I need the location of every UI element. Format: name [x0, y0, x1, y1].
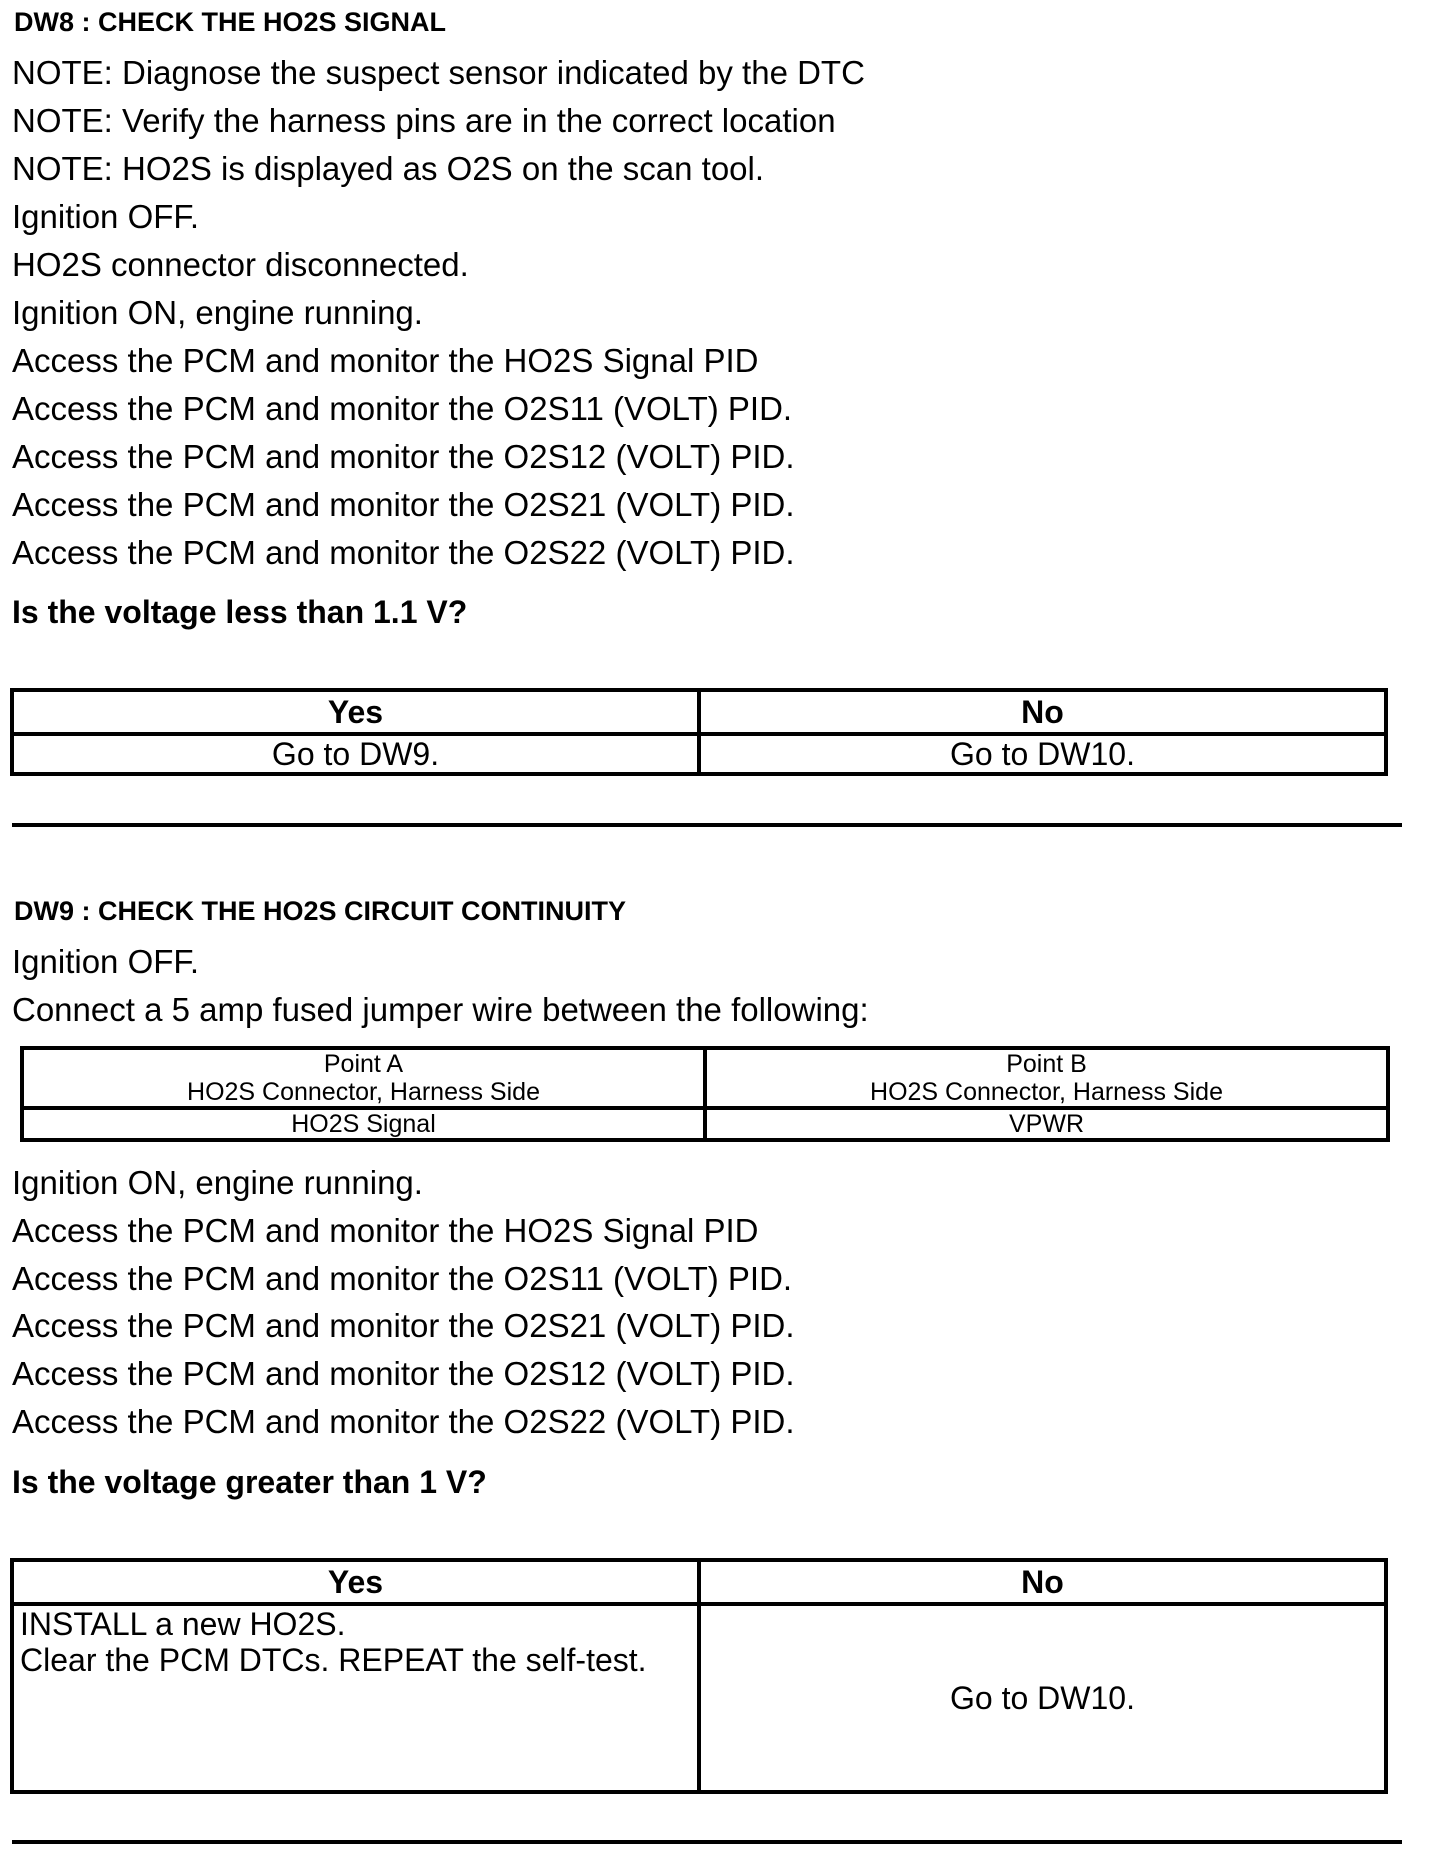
dw8-note-o2s: NOTE: HO2S is displayed as O2S on the scan tool. [12, 150, 765, 187]
dw9-jumper-table [20, 1046, 1390, 1142]
dw9-step-connect-jumper: Connect a 5 amp fused jumper wire between the following: [12, 991, 869, 1028]
dw8-answer-table [10, 688, 1388, 776]
dw9-point-a-value: HO2S Signal [22, 1108, 705, 1140]
bottom-divider [12, 1840, 1402, 1844]
dw9-yes-install: INSTALL a new HO2S. [20, 1606, 346, 1642]
dw8-note-harness: NOTE: Verify the harness pins are in the correct location [12, 102, 836, 139]
dw9-answer-table [10, 1558, 1388, 1794]
dw8-step-disconnect: HO2S connector disconnected. [12, 246, 469, 283]
dw9-step-monitor-o2s21: Access the PCM and monitor the O2S21 (VOLT) PID. [12, 1307, 795, 1344]
dw8-title: DW8 : CHECK THE HO2S SIGNAL [14, 7, 447, 37]
dw9-title: DW9 : CHECK THE HO2S CIRCUIT CONTINUITY [14, 896, 627, 926]
dw9-question: Is the voltage greater than 1 V? [12, 1464, 487, 1500]
section-divider [12, 823, 1402, 827]
dw9-step-monitor-o2s12: Access the PCM and monitor the O2S12 (VOLT) PID. [12, 1355, 795, 1392]
dw9-step-monitor-o2s22: Access the PCM and monitor the O2S22 (VOLT) PID. [12, 1403, 795, 1440]
dw8-question: Is the voltage less than 1.1 V? [12, 594, 468, 630]
dw8-step-ignition-on: Ignition ON, engine running. [12, 294, 423, 331]
dw8-yes-header: Yes [12, 690, 699, 734]
dw8-no-header: No [699, 690, 1386, 734]
dw9-point-b-header [705, 1048, 1388, 1108]
dw8-step-ignition-off: Ignition OFF. [12, 198, 200, 235]
dw9-no-header: No [699, 1560, 1386, 1604]
dw9-point-a-header [22, 1048, 705, 1108]
dw8-note-diagnose: NOTE: Diagnose the suspect sensor indicated by the DTC [12, 54, 865, 91]
dw9-yes-clear-dtcs: Clear the PCM DTCs. REPEAT the self-test. [20, 1642, 647, 1678]
point-a-label: Point A [323, 1050, 404, 1078]
dw9-step-ignition-on: Ignition ON, engine running. [12, 1164, 423, 1201]
dw9-step-monitor-o2s11: Access the PCM and monitor the O2S11 (VOLT) PID. [12, 1260, 793, 1297]
dw9-step-ignition-off: Ignition OFF. [12, 943, 200, 980]
dw9-point-b-value: VPWR [705, 1108, 1388, 1140]
point-a-location: HO2S Connector, Harness Side [187, 1078, 540, 1106]
dw8-yes-action: Go to DW9. [12, 734, 699, 774]
dw8-step-monitor-o2s21: Access the PCM and monitor the O2S21 (VOLT) PID. [12, 486, 795, 523]
dw8-step-monitor-o2s22: Access the PCM and monitor the O2S22 (VOLT) PID. [12, 534, 795, 571]
dw9-yes-action [12, 1604, 699, 1792]
dw9-yes-header: Yes [12, 1560, 699, 1604]
point-b-label: Point B [1006, 1050, 1087, 1078]
dw9-no-action: Go to DW10. [699, 1604, 1386, 1792]
dw8-step-monitor-o2s12: Access the PCM and monitor the O2S12 (VOLT) PID. [12, 438, 795, 475]
dw8-step-monitor-o2s11: Access the PCM and monitor the O2S11 (VOLT) PID. [12, 390, 793, 427]
dw8-step-monitor-signal: Access the PCM and monitor the HO2S Signal PID [12, 342, 759, 379]
dw9-step-monitor-signal: Access the PCM and monitor the HO2S Signal PID [12, 1212, 759, 1249]
dw8-no-action: Go to DW10. [699, 734, 1386, 774]
point-b-location: HO2S Connector, Harness Side [870, 1078, 1223, 1106]
